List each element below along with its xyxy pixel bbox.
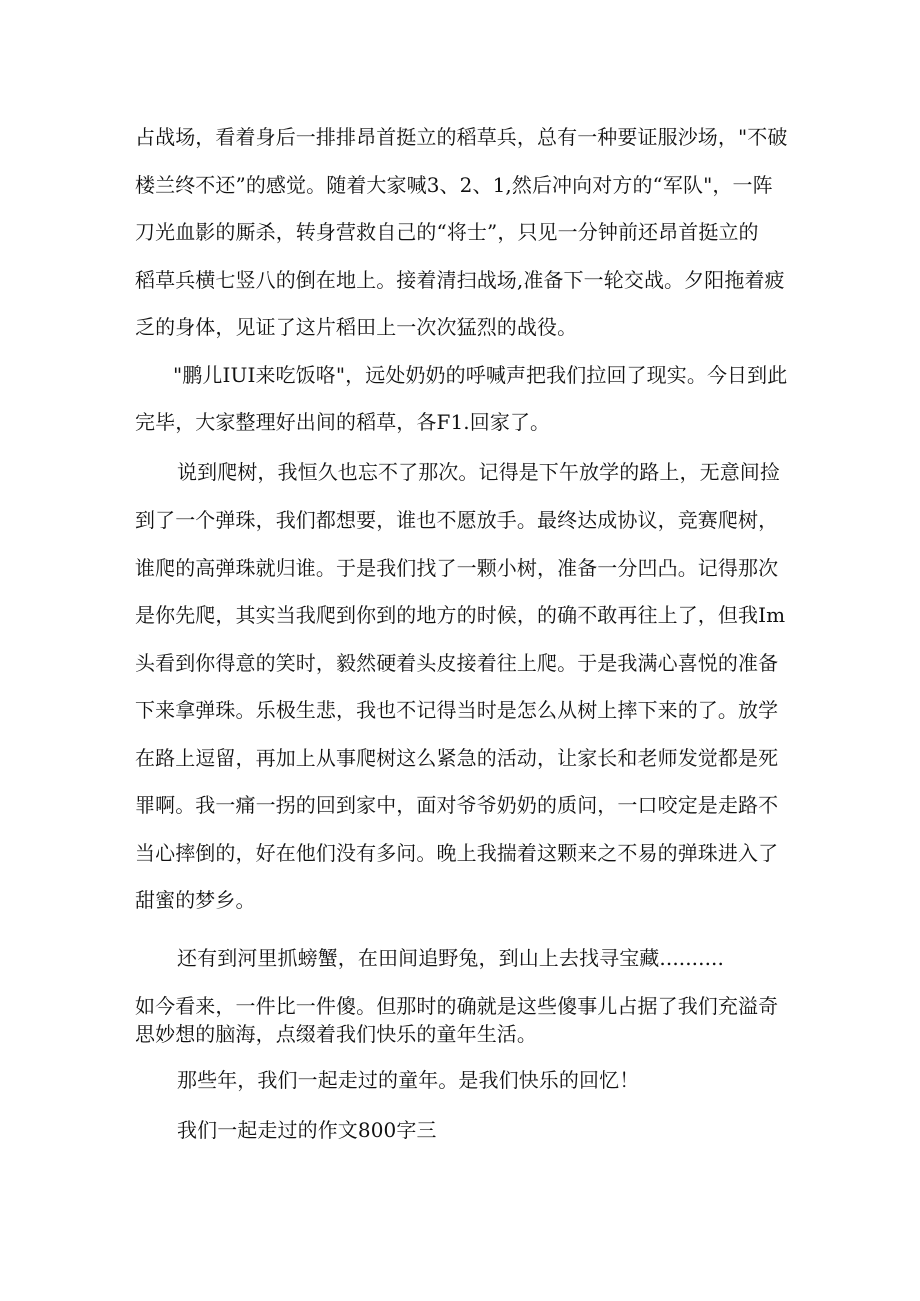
text-line: 还有到河里抓螃蟹，在田间追野兔，到山上去找寻宝藏.......... [177, 946, 724, 970]
text-line: 如今看来，一件比一件傻。但那时的确就是这些傻事儿占据了我们充溢奇 [135, 994, 779, 1018]
text-line: 到了一个弹珠，我们都想要，谁也不愿放手。最终达成协议，竞赛爬树， [135, 508, 779, 532]
text-line: 头看到你得意的笑时，毅然硬着头皮接着往上爬。于是我满心喜悦的准备 [135, 651, 779, 675]
text-line: 是你先爬，其实当我爬到你到的地方的时候，的确不敢再往上了，但我Im [135, 603, 786, 627]
text-line: 在路上逗留，再加上从事爬树这么紧急的活动，让家长和老师发觉都是死 [135, 746, 779, 770]
text-line: 乏的身体，见证了这片稻田上一次次猛烈的战役。 [135, 315, 578, 339]
text-line: 甜蜜的梦乡。 [135, 888, 256, 912]
text-line: 罪啊。我一痛一拐的回到家中，面对爷爷奶奶的质问，一口咬定是走路不 [135, 793, 779, 817]
text-line: 说到爬树，我恒久也忘不了那次。记得是下午放学的路上，无意间捡 [177, 460, 780, 484]
text-line: 当心摔倒的，好在他们没有多问。晚上我揣着这颗来之不易的弹珠进入了 [135, 841, 779, 865]
text-line: 占战场，看着身后一排排昂首挺立的稻草兵，总有一种要证服沙场，"不破 [135, 125, 788, 149]
text-line: 下来拿弹珠。乐极生悲，我也不记得当时是怎么从树上摔下来的了。放学 [135, 698, 779, 722]
text-line: 稻草兵横七竖八的倒在地上。接着清扫战场,准备下一轮交战。夕阳拖着疲 [135, 268, 785, 292]
text-line: 谁爬的高弹珠就归谁。于是我们找了一颗小树，准备一分凹凸。记得那次 [135, 556, 779, 580]
text-line: 思妙想的脑海，点缀着我们快乐的童年生活。 [135, 1022, 537, 1046]
text-line: 我们一起走过的作文800字三 [177, 1118, 437, 1142]
text-line: 完毕，大家整理好出间的稻草，各F1.回家了。 [135, 410, 551, 434]
text-line: 刀光血影的厮杀，转身营救自己的“将士”，只见一分钟前还昂首挺立的 [135, 220, 759, 244]
text-line: 那些年，我们一起走过的童年。是我们快乐的回忆！ [177, 1068, 640, 1092]
text-line: "鹏儿IUI来吃饭咯"，远处奶奶的呼喊声把我们拉回了现实。今日到此 [173, 363, 788, 387]
text-line: 楼兰终不还”的感觉。随着大家喊3、2、1,然后冲向对方的“军队"，一阵 [135, 173, 773, 197]
